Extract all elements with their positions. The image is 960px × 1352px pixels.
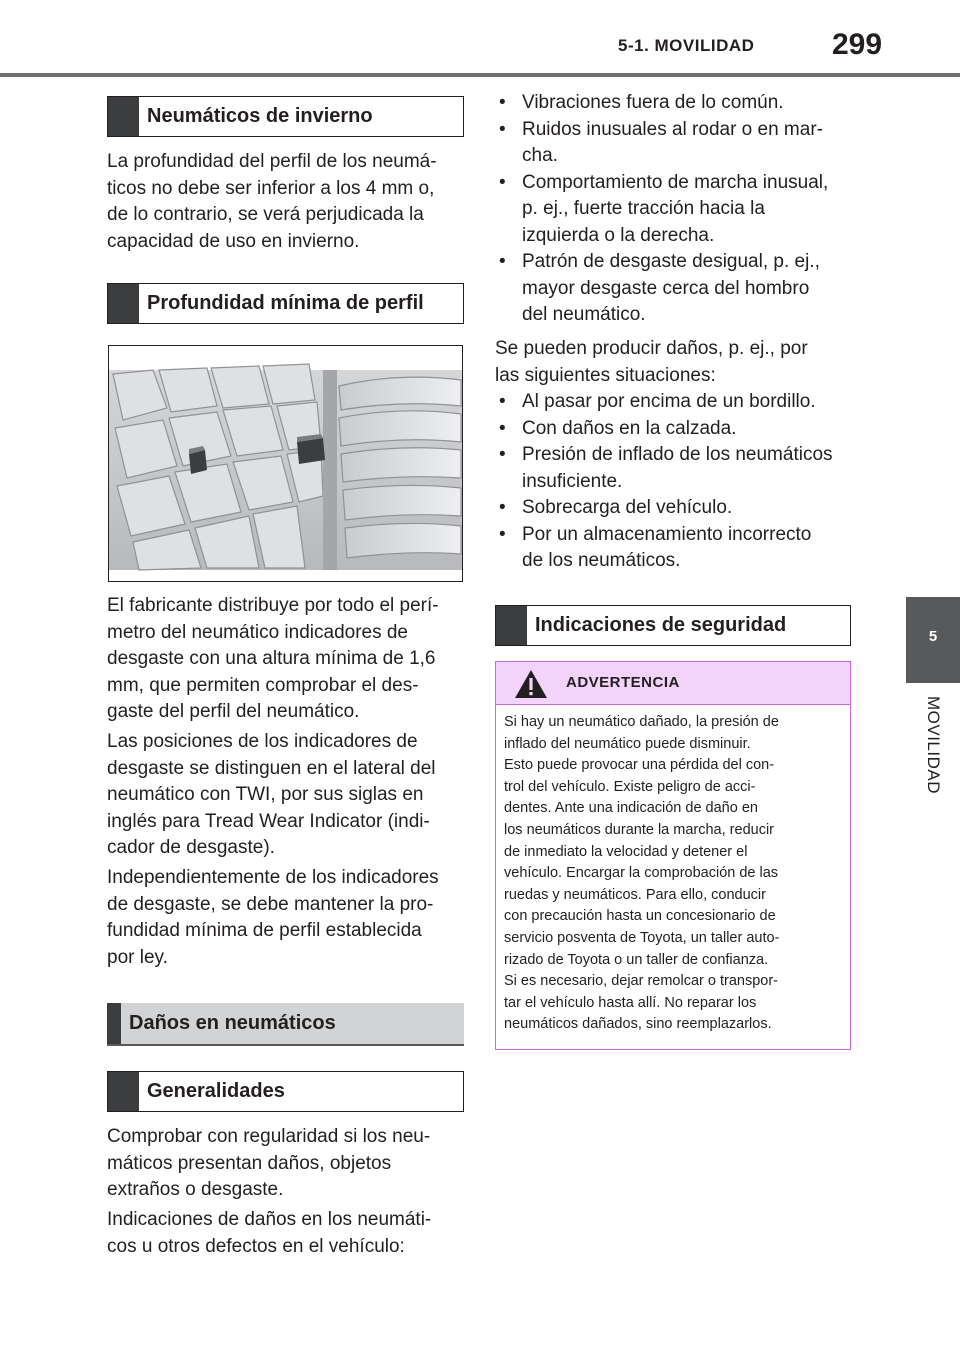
running-header-section: 5-1. MOVILIDAD <box>618 36 755 55</box>
list-item: • Patrón de desgaste desigual, p. ej., mayor desgaste cerca del hombro del neumático. <box>495 249 855 329</box>
heading-bar <box>108 284 139 323</box>
warning-box <box>495 661 851 1050</box>
damage-indications-list <box>495 90 855 329</box>
heading-text: Profundidad mínima de perfil <box>147 292 424 314</box>
paragraph-winter: La profundidad del perfil de los neumá- ticos no debe ser inferior a los 4 mm o, de lo contrario, se verá perjudicada la capacidad de uso en invierno. <box>107 151 437 252</box>
list-item: • Presión de inflado de los neumáticos insuficiente. <box>495 442 855 495</box>
heading-bar <box>107 1003 121 1044</box>
heading-bar <box>496 606 527 645</box>
paragraph-general-1: Comprobar con regularidad si los neu- máticos presentan daños, objetos extraños o desgaste. <box>107 1126 431 1200</box>
heading-text: Daños en neumáticos <box>129 1012 336 1034</box>
heading-winter-tires <box>107 96 464 137</box>
tire-tread-icon <box>109 346 462 581</box>
heading-min-depth <box>107 283 464 324</box>
heading-general <box>107 1071 464 1112</box>
paragraph-situations: Se pueden producir daños, p. ej., por las siguientes situaciones: <box>495 338 808 386</box>
heading-tire-damage <box>107 1003 464 1046</box>
list-item: • Ruidos inusuales al rodar o en mar- cha. <box>495 117 855 170</box>
heading-bar <box>108 1072 139 1111</box>
heading-safety <box>495 605 851 646</box>
heading-text: Indicaciones de seguridad <box>535 614 787 636</box>
damage-situations-list <box>495 389 855 575</box>
heading-bar <box>108 97 139 136</box>
warning-header <box>496 662 850 705</box>
list-item: • Con daños en la calzada. <box>495 416 855 443</box>
heading-text: Neumáticos de invierno <box>147 105 373 127</box>
heading-text: Generalidades <box>147 1080 285 1102</box>
warning-title: ADVERTENCIA <box>566 674 680 691</box>
header-rule <box>0 73 960 77</box>
paragraph-twi-1: El fabricante distribuye por todo el perí- metro del neumático indicadores de desgaste con una altura mínima de 1,6 mm, que permiten comprobar el des- gaste del perfil del neumático. <box>107 595 439 722</box>
paragraph-twi-3: Independientemente de los indicadores de desgaste, se debe mantener la pro- fundidad mínima de perfil establecida por ley. <box>107 867 439 968</box>
warning-triangle-icon <box>514 669 548 699</box>
list-item: • Sobrecarga del vehículo. <box>495 495 855 522</box>
page-number: 299 <box>832 28 883 61</box>
chapter-tab-label: MOVILIDAD <box>924 695 943 795</box>
list-item: • Al pasar por encima de un bordillo. <box>495 389 855 416</box>
paragraph-general-2: Indicaciones de daños en los neumáti- cos u otros defectos en el vehículo: <box>107 1209 432 1257</box>
tread-wear-indicator-illustration <box>108 345 463 582</box>
list-item: • Vibraciones fuera de lo común. <box>495 90 855 117</box>
list-item: • Comportamiento de marcha inusual, p. ej., fuerte tracción hacia la izquierda o la derecha. <box>495 170 855 250</box>
chapter-tab-number: 5 <box>928 628 938 645</box>
paragraph-twi-2: Las posiciones de los indicadores de desgaste se distinguen en el lateral del neumático con TWI, por sus siglas en inglés para Tread Wear Indicator (indi- cador de desgaste). <box>107 731 436 858</box>
list-item: • Por un almacenamiento incorrecto de los neumáticos. <box>495 522 855 575</box>
warning-text: Si hay un neumático dañado, la presión de inflado del neumático puede disminuir. Esto puede provocar una pérdida del con- trol del vehículo. Existe peligro de acci- dentes. Ante una indicación de daño en los neumáticos durante la marcha, reducir de inmediato la velocidad y detener el vehículo. Encargar la comprobación de las ruedas y neumáticos. Para ello, conducir con precaución hasta un concesionario de servicio posventa de Toyota, un taller auto- rizado de Toyota o un taller de confianza. Si es necesario, dejar remolcar o transpor- tar el vehículo hasta allí. No reparar los neumáticos dañados, sino reemplazarlos. <box>504 714 780 1033</box>
